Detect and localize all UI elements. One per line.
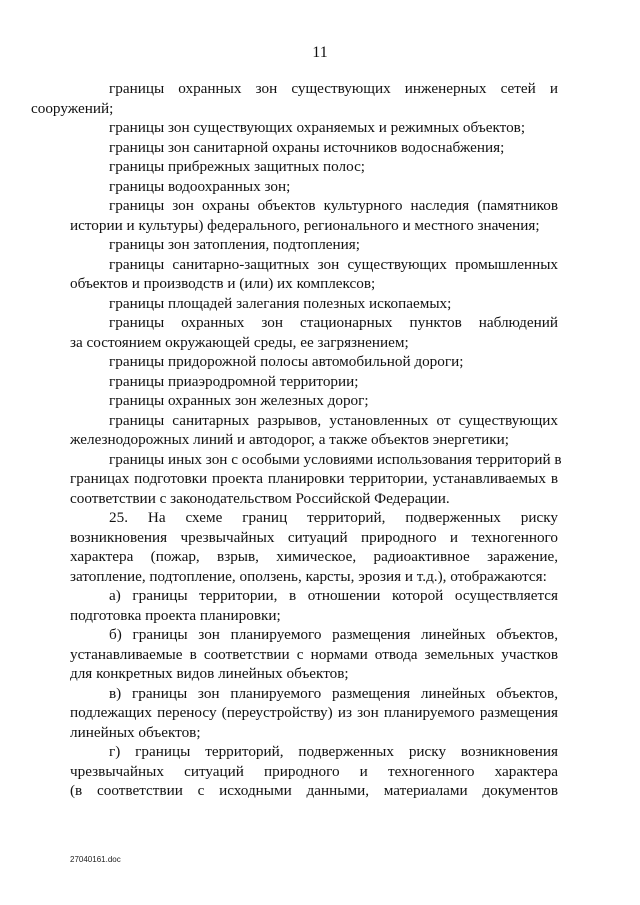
- text-line: границы санитарно-защитных зон существующих промышленных: [109, 255, 558, 273]
- text-line: границы охранных зон существующих инженерных сетей и: [109, 80, 558, 97]
- text-line: а) границы территории, в отношении которой осуществляется: [109, 587, 558, 604]
- text-line: границы придорожной полосы автомобильной дороги;: [109, 353, 464, 370]
- text-line: сооружений;: [31, 99, 114, 117]
- file-name-footer: 27040161.doc: [70, 855, 121, 864]
- paragraph-other-zones: [70, 450, 562, 509]
- text-line: чрезвычайных ситуаций природного и техногенного характера: [70, 762, 558, 780]
- paragraph-cultural-heritage: [70, 196, 558, 235]
- text-line: границах подготовки проекта планировки территории, устанавливаемых в: [70, 470, 558, 487]
- text-line: границы охранных зон стационарных пунктов наблюдений: [109, 314, 558, 331]
- text-line: границы зон существующих охраняемых и режимных объектов;: [109, 119, 526, 136]
- text-line: истории и культуры) федерального, регионального и местного значения;: [70, 216, 540, 234]
- paragraph-item-a: [70, 586, 558, 625]
- text-line: границы приаэродромной территории;: [109, 372, 359, 390]
- paragraph-sanitary-gaps: [70, 411, 558, 450]
- text-line: линейных объектов;: [70, 723, 201, 741]
- paragraph-airfield: [70, 372, 558, 392]
- paragraph-flooding: [70, 235, 558, 255]
- paragraph-roadside-strip: [70, 352, 558, 372]
- paragraph-water-protection: [70, 177, 558, 197]
- paragraph-item-g: [70, 742, 558, 801]
- paragraph-observation-points: [70, 313, 558, 352]
- text-line: границы зон затопления, подтопления;: [109, 236, 360, 253]
- text-line: (в соответствии с исходными данными, материалами документов: [70, 782, 558, 799]
- text-line: подлежащих переносу (переустройству) из зон планируемого размещения: [70, 704, 558, 721]
- paragraph-item-v: [70, 684, 558, 743]
- text-line: в) границы зон планируемого размещения линейных объектов,: [109, 684, 558, 702]
- text-line: за состоянием окружающей среды, ее загрязнением;: [70, 333, 409, 351]
- paragraph-railway-zones: [70, 391, 558, 411]
- text-line: границы водоохранных зон;: [109, 177, 291, 195]
- paragraph-item-b: [70, 625, 558, 684]
- text-line: характера (пожар, взрыв, химическое, радиоактивное заражение,: [70, 548, 558, 565]
- paragraph-coastal-strips: [70, 157, 558, 177]
- text-line: возникновения чрезвычайных ситуаций природного и техногенного: [70, 528, 558, 546]
- text-line: границы охранных зон железных дорог;: [109, 392, 369, 409]
- text-line: границы зон охраны объектов культурного наследия (памятников: [109, 197, 558, 214]
- text-line: железнодорожных линий и автодорог, а также объектов энергетики;: [70, 431, 509, 448]
- text-line: границы санитарных разрывов, установленных от существующих: [109, 411, 558, 429]
- paragraph-engineering-networks: [31, 79, 558, 118]
- paragraph-minerals: [70, 294, 558, 314]
- text-line: границы площадей залегания полезных ископаемых;: [109, 294, 452, 312]
- text-line: подготовка проекта планировки;: [70, 606, 281, 624]
- text-line: границы зон санитарной охраны источников водоснабжения;: [109, 138, 505, 156]
- text-line: затопление, подтопление, оползень, карсты, эрозия и т.д.), отображаются:: [70, 567, 547, 585]
- paragraph-sanitary-protection: [70, 138, 558, 158]
- paragraph-guarded-objects: [70, 118, 558, 138]
- text-line: 25. На схеме границ территорий, подверженных риску: [109, 509, 558, 526]
- paragraph-sanitary-zones: [70, 255, 558, 294]
- page-number: 11: [312, 44, 328, 61]
- document-body: [31, 79, 562, 801]
- text-line: границы прибрежных защитных полос;: [109, 158, 366, 175]
- text-line: объектов и производств и (или) их комплексов;: [70, 275, 376, 292]
- paragraph-25: [70, 508, 558, 586]
- text-line: устанавливаемые в соответствии с нормами отвода земельных участков: [70, 645, 558, 663]
- text-line: соответствии с законодательством Российской Федерации.: [70, 489, 450, 507]
- text-line: для конкретных видов линейных объектов;: [70, 665, 349, 682]
- text-line: б) границы зон планируемого размещения линейных объектов,: [109, 626, 558, 643]
- text-line: г) границы территорий, подверженных риску возникновения: [109, 743, 558, 760]
- text-line: границы иных зон с особыми условиями использования территорий в: [109, 450, 562, 468]
